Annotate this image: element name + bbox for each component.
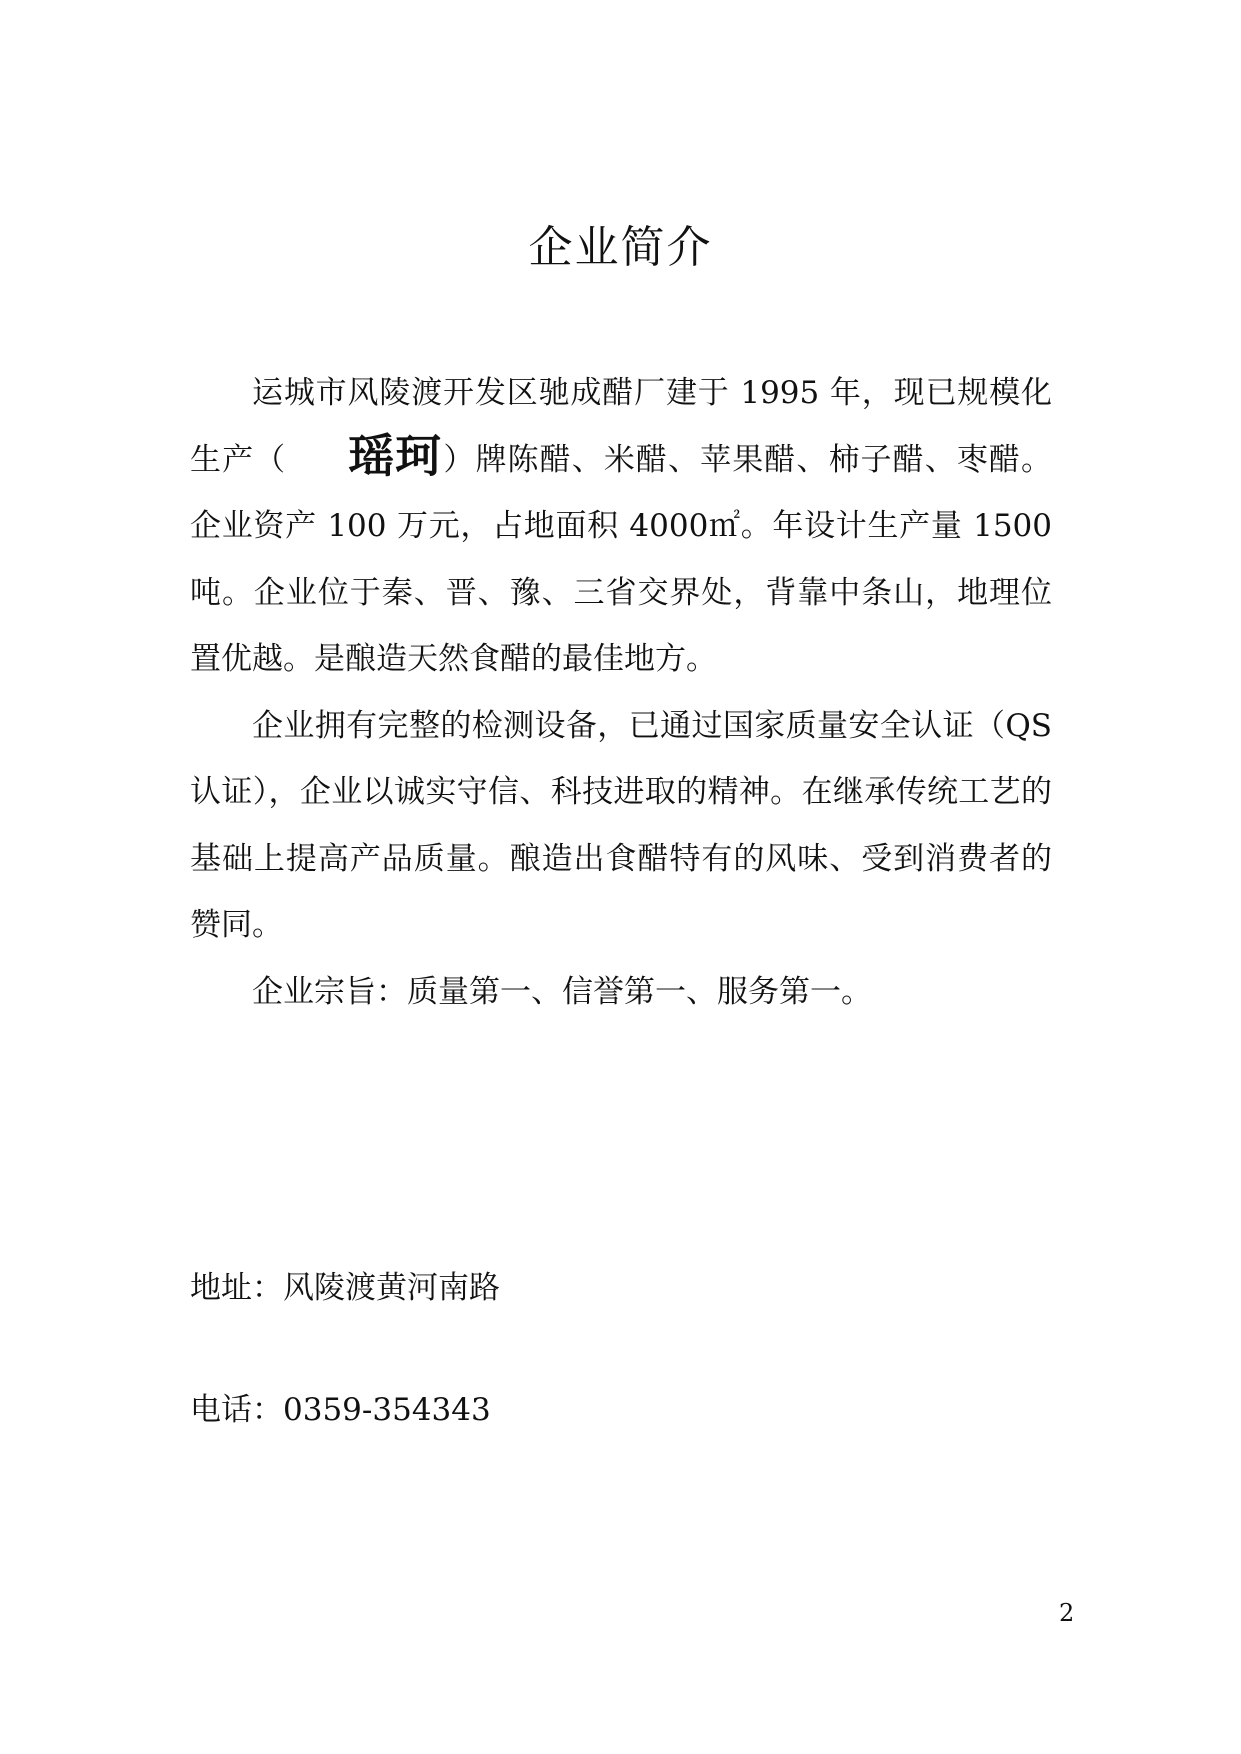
company-address: 地址：风陵渡黄河南路 [190, 1270, 500, 1306]
company-phone: 电话：0359-354343 [190, 1392, 491, 1428]
brand-name: 瑶珂 [348, 428, 443, 483]
paragraph-quality-certification: 企业拥有完整的检测设备，已通过国家质量安全认证（QS 认证），企业以诚实守信、科技进取的精神。在继承传统工艺的基础上提高产品质量。酿造出食醋特有的风味、受到消费者的赞同。 [190, 707, 1052, 943]
paragraph-company-tenet: 企业宗旨：质量第一、信誉第一、服务第一。 [252, 973, 872, 1010]
document-body [190, 360, 1052, 1025]
paragraph-company-history-text-start: 运城市风陵渡开发区驰成醋厂建于 1995 年，现已规模化生产（ [190, 375, 1052, 478]
page-number: 2 [1059, 1599, 1075, 1627]
paragraph-company-history [190, 360, 1052, 693]
paragraph-company-history-text-end: ）牌陈醋、米醋、苹果醋、柿子醋、枣醋。企业资产 100 万元，占地面积 4000㎡。年设计生产量 1500 吨。企业位于秦、晋、豫、三省交界处，背靠中条山，地理位置优越。是酿造天然食醋的最佳地方。 [190, 441, 1053, 677]
page-title: 企业简介 [528, 222, 713, 273]
